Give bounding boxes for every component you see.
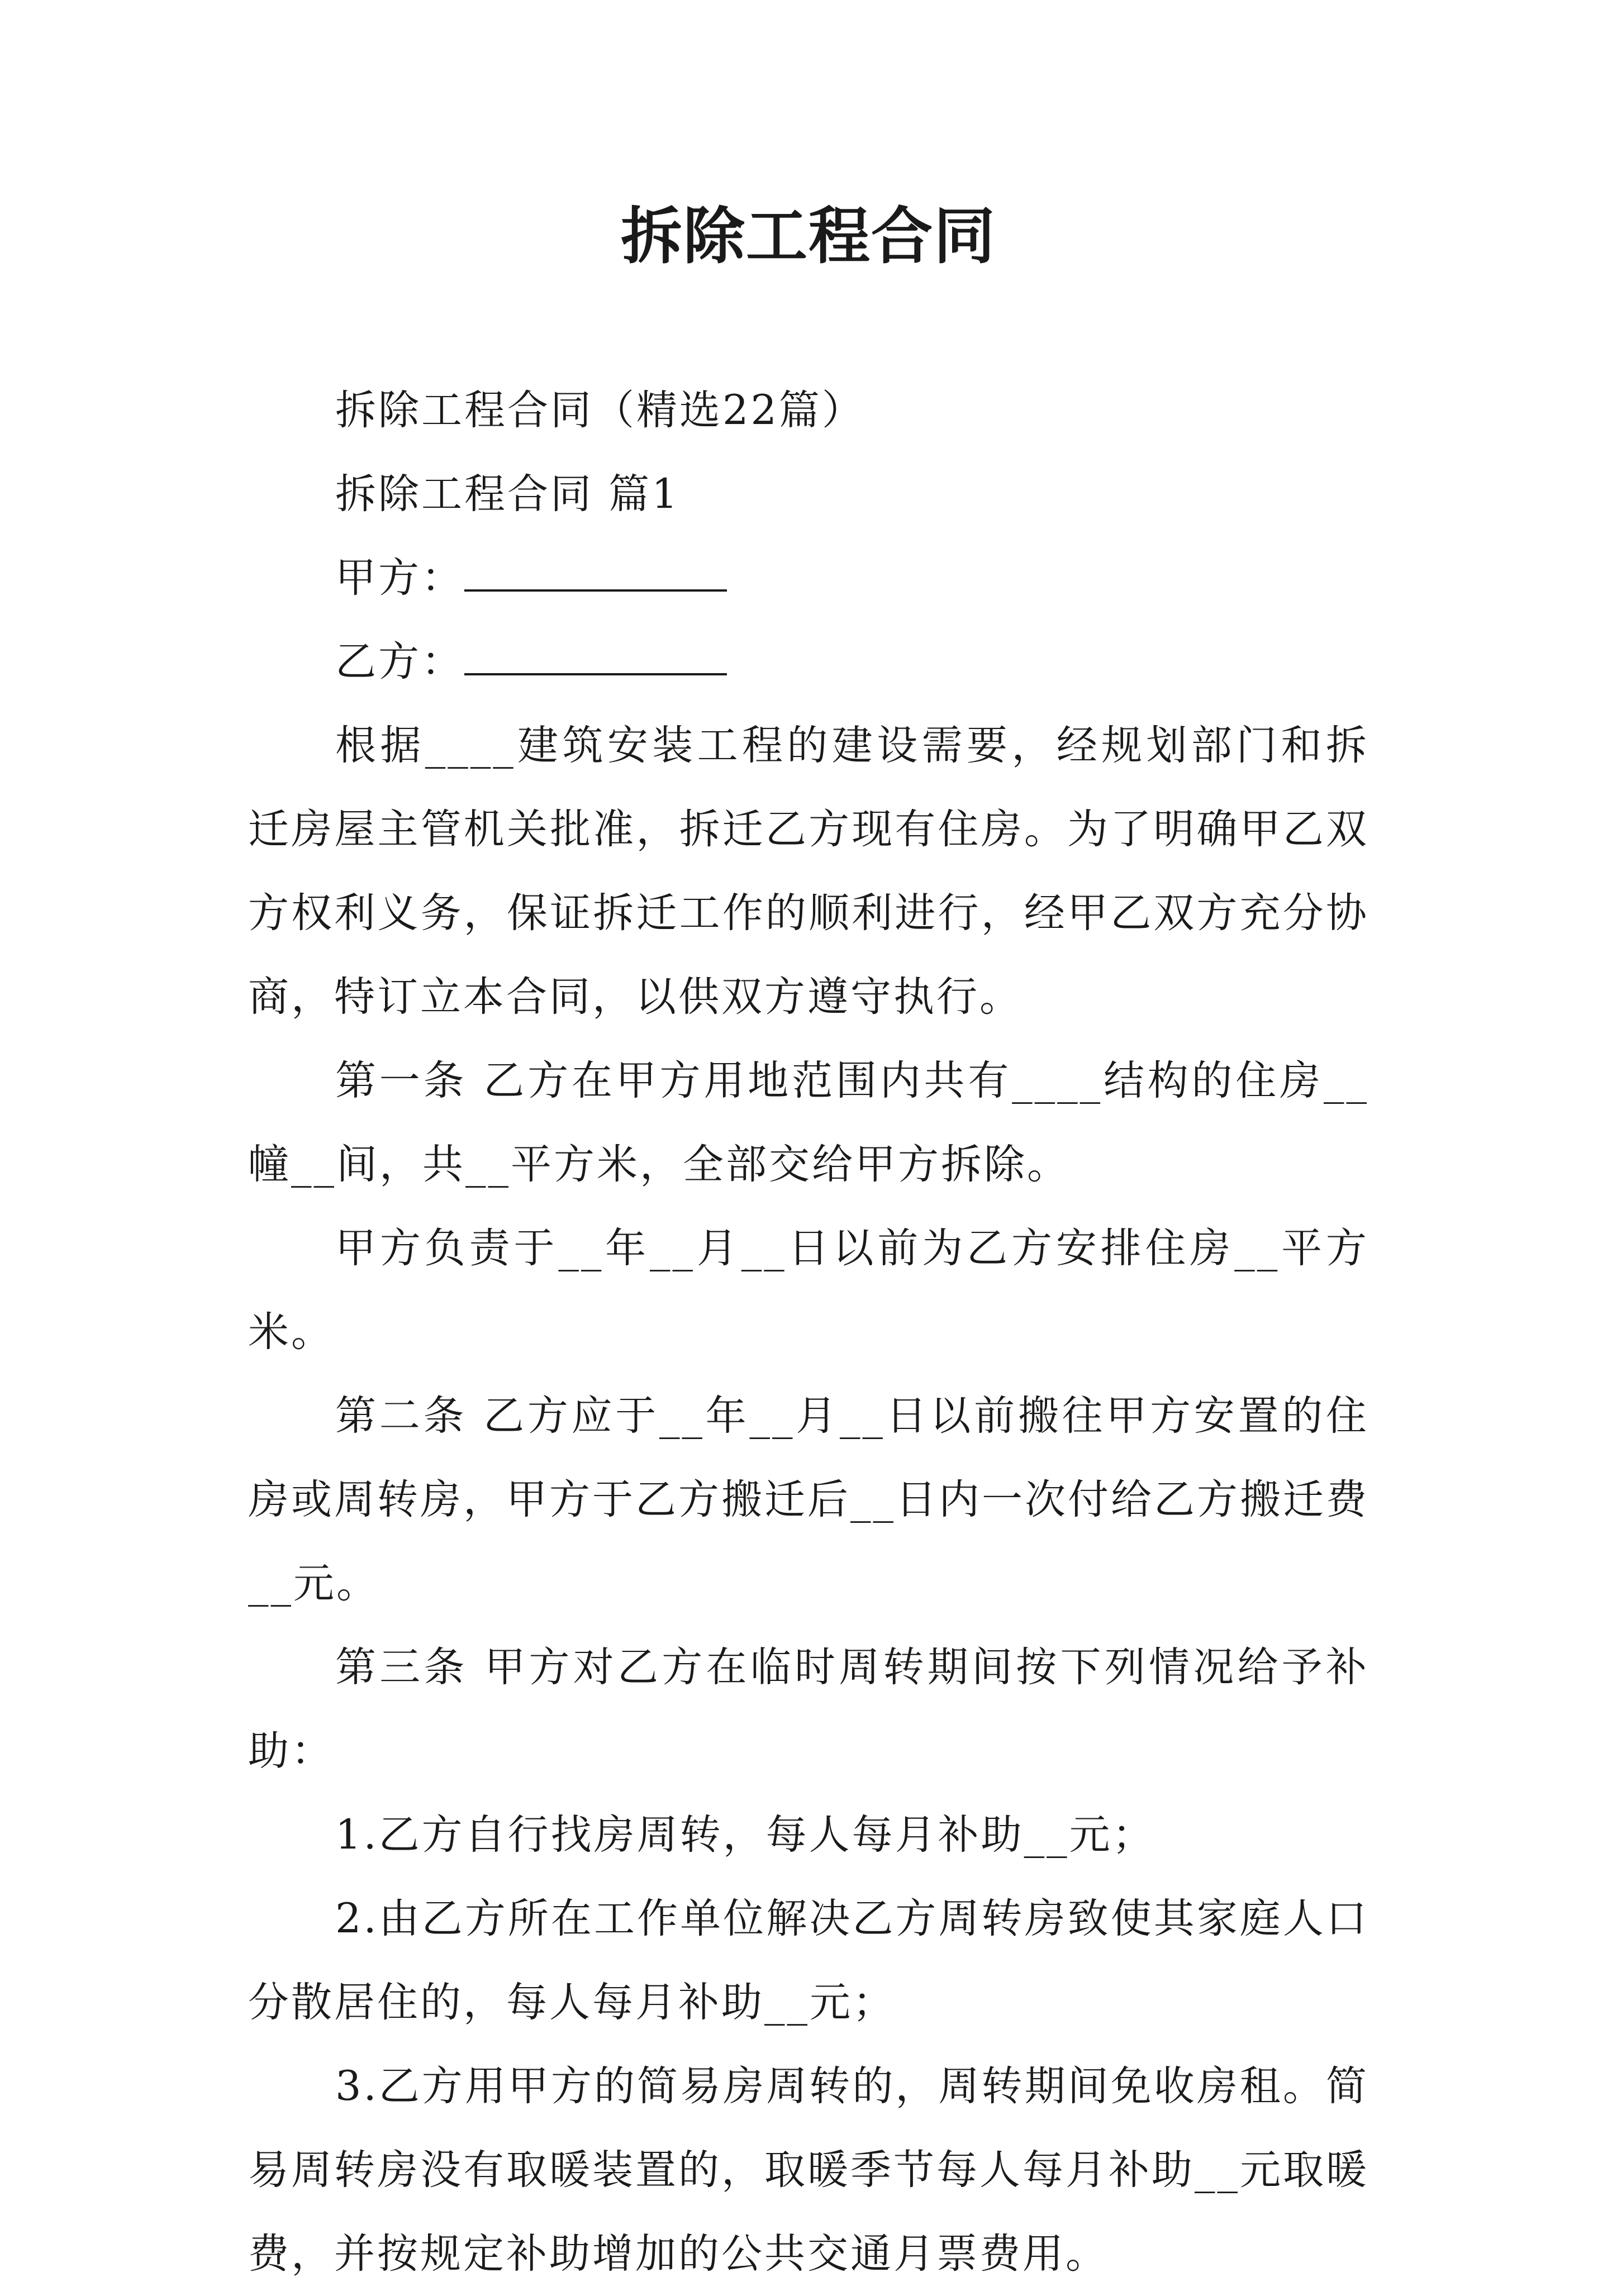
subtitle-line: 拆除工程合同（精选22篇）	[335, 387, 865, 434]
paragraph-housing-arrangement: 甲方负责于__年__月__日以前为乙方安排住房__平方米。	[248, 1225, 1369, 1356]
party-b-blank	[464, 634, 727, 675]
party-a-blank	[464, 550, 727, 592]
party-a-line	[248, 536, 1369, 620]
party-b-label: 乙方：	[335, 638, 464, 685]
paragraph-article-2: 第二条 乙方应于__年__月__日以前搬往甲方安置的住房或周转房，甲方于乙方搬迁后__日内一次付给乙方搬迁费__元。	[248, 1392, 1369, 1607]
paragraph-item-1: 1.乙方自行找房周转，每人每月补助__元；	[335, 1811, 1155, 1859]
party-a-label: 甲方：	[335, 554, 464, 602]
document-body	[248, 369, 1369, 2296]
party-b-line	[248, 620, 1369, 704]
paragraph-item-2: 2.由乙方所在工作单位解决乙方周转房致使其家庭人口分散居住的，每人每月补助__元；	[248, 1895, 1369, 2026]
document-title: 拆除工程合同	[621, 201, 996, 272]
paragraph-article-1: 第一条 乙方在甲方用地范围内共有____结构的住房__幢__间，共__平方米，全部交给甲方拆除。	[248, 1057, 1369, 1188]
paragraph-preamble: 根据____建筑安装工程的建设需要，经规划部门和拆迁房屋主管机关批准，拆迁乙方现有住房。为了明确甲乙双方权利义务，保证拆迁工作的顺利进行，经甲乙双方充分协商，特订立本合同，以供双方遵守执行。	[248, 722, 1369, 1021]
paragraph-article-3: 第三条 甲方对乙方在临时周转期间按下列情况给予补助：	[248, 1644, 1369, 1775]
section-heading: 拆除工程合同 篇1	[335, 470, 680, 518]
paragraph-item-3: 3.乙方用甲方的简易房周转的，周转期间免收房租。简易周转房没有取暖装置的，取暖季节每人每月补助__元取暖费，并按规定补助增加的公共交通月票费用。	[248, 2062, 1369, 2278]
